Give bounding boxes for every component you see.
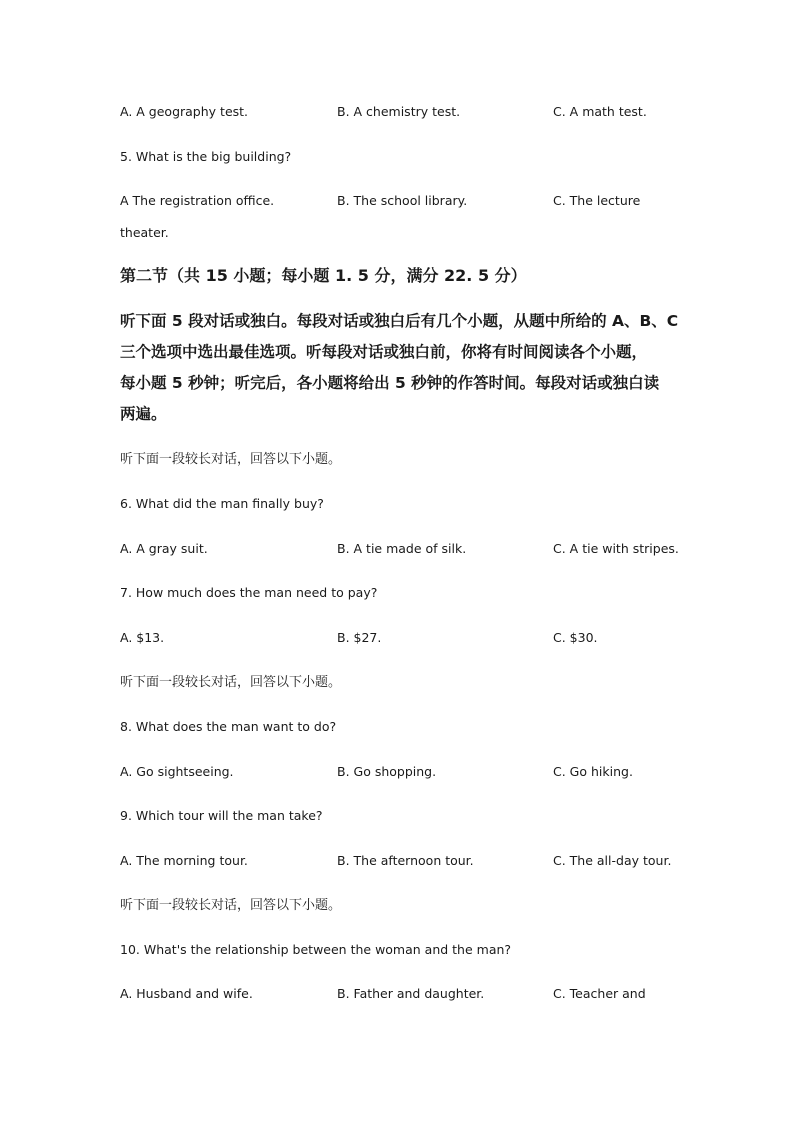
q6-option-a: A. A gray suit. xyxy=(120,541,208,556)
conversation-intro: 听下面一段较长对话，回答以下小题。 xyxy=(120,898,342,913)
q5-option-b: B. The school library. xyxy=(337,193,468,208)
q4-option-a: A. A geography test. xyxy=(120,104,249,119)
instruction-line: 三个选项中选出最佳选项。听每段对话或独白前，你将有时间阅读各个小题， xyxy=(120,343,648,361)
q5-option-c: C. The lecture xyxy=(553,193,641,208)
q10-question: 10. What's the relationship between the woman and the man? xyxy=(120,942,512,957)
q9-question: 9. Which tour will the man take? xyxy=(120,808,323,823)
conversation-intro: 听下面一段较长对话，回答以下小题。 xyxy=(120,452,342,467)
instruction-line: 听下面 5 段对话或独白。每段对话或独白后有几个小题，从题中所给的 A、B、C xyxy=(120,312,679,330)
q5-question: 5. What is the big building? xyxy=(120,149,292,164)
section-title: 第二节（共 15 小题；每小题 1. 5 分，满分 22. 5 分） xyxy=(120,266,527,285)
q9-option-a: A. The morning tour. xyxy=(120,853,248,868)
q5-option-c-continued: theater. xyxy=(120,225,169,240)
q8-option-a: A. Go sightseeing. xyxy=(120,764,234,779)
instruction-line: 每小题 5 秒钟；听完后，各小题将给出 5 秒钟的作答时间。每段对话或独白读 xyxy=(120,374,660,392)
q9-option-c: C. The all-day tour. xyxy=(553,853,672,868)
q5-option-a: A The registration office. xyxy=(120,193,275,208)
q4-option-b: B. A chemistry test. xyxy=(337,104,461,119)
instruction-line: 两遍。 xyxy=(120,405,167,423)
q8-question: 8. What does the man want to do? xyxy=(120,719,337,734)
q7-option-a: A. $13. xyxy=(120,630,165,645)
section-instructions xyxy=(120,306,679,430)
q9-option-b: B. The afternoon tour. xyxy=(337,853,474,868)
q7-option-c: C. $30. xyxy=(553,630,598,645)
q6-question: 6. What did the man finally buy? xyxy=(120,496,324,511)
q8-option-c: C. Go hiking. xyxy=(553,764,633,779)
q6-option-c: C. A tie with stripes. xyxy=(553,541,679,556)
q8-option-b: B. Go shopping. xyxy=(337,764,437,779)
q7-question: 7. How much does the man need to pay? xyxy=(120,585,378,600)
conversation-intro: 听下面一段较长对话，回答以下小题。 xyxy=(120,675,342,690)
q4-option-c: C. A math test. xyxy=(553,104,647,119)
q10-option-b: B. Father and daughter. xyxy=(337,986,485,1001)
q6-option-b: B. A tie made of silk. xyxy=(337,541,467,556)
q10-option-a: A. Husband and wife. xyxy=(120,986,253,1001)
q10-option-c: C. Teacher and xyxy=(553,986,646,1001)
q7-option-b: B. $27. xyxy=(337,630,382,645)
